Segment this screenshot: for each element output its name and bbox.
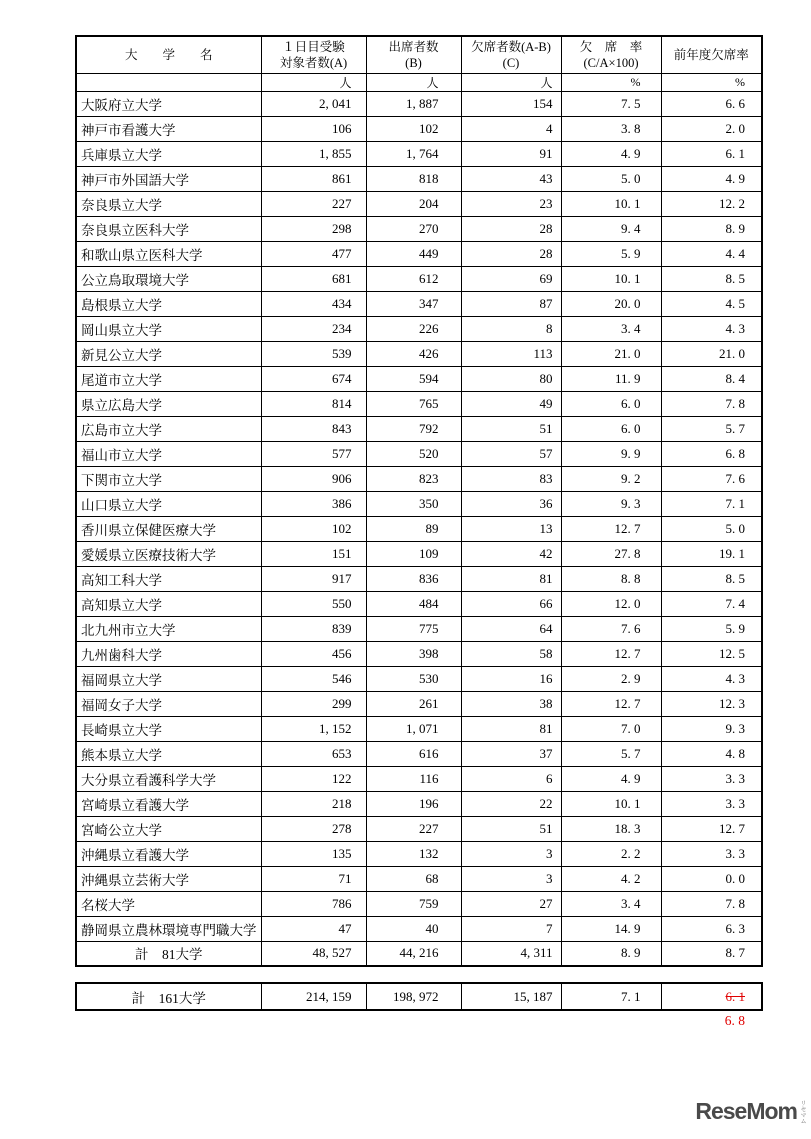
attendance-table bbox=[75, 35, 763, 967]
university-name-cell: 下関市立大学 bbox=[76, 466, 261, 491]
university-name-cell: 宮崎県立看護大学 bbox=[76, 791, 261, 816]
candidates-cell: 1, 152 bbox=[261, 716, 366, 741]
absence-rate-cell: 2. 9 bbox=[561, 666, 661, 691]
header-absence-rate-line1: 欠 席 率 bbox=[579, 39, 643, 54]
absentees-cell: 49 bbox=[461, 391, 561, 416]
absentees-cell: 51 bbox=[461, 416, 561, 441]
absence-rate-cell: 21. 0 bbox=[561, 341, 661, 366]
total-161-prev-rate-struck: 6. 1 bbox=[661, 983, 762, 1010]
table-row bbox=[76, 616, 762, 641]
total-81-absence-rate: 8. 9 bbox=[561, 941, 661, 966]
prev-year-rate-cell: 3. 3 bbox=[661, 841, 762, 866]
table-row bbox=[76, 341, 762, 366]
attendees-cell: 398 bbox=[366, 641, 461, 666]
absence-rate-cell: 7. 6 bbox=[561, 616, 661, 641]
absentees-cell: 81 bbox=[461, 716, 561, 741]
table-row bbox=[76, 866, 762, 891]
absentees-cell: 22 bbox=[461, 791, 561, 816]
prev-year-rate-cell: 6. 1 bbox=[661, 141, 762, 166]
absentees-cell: 64 bbox=[461, 616, 561, 641]
prev-year-rate-cell: 12. 7 bbox=[661, 816, 762, 841]
header-candidates-line1: １日目受験 bbox=[282, 39, 345, 54]
university-name-cell: 宮崎公立大学 bbox=[76, 816, 261, 841]
candidates-cell: 456 bbox=[261, 641, 366, 666]
absentees-cell: 16 bbox=[461, 666, 561, 691]
attendees-cell: 270 bbox=[366, 216, 461, 241]
attendees-cell: 226 bbox=[366, 316, 461, 341]
attendees-cell: 350 bbox=[366, 491, 461, 516]
table-row bbox=[76, 391, 762, 416]
prev-year-rate-cell: 3. 3 bbox=[661, 766, 762, 791]
table-row bbox=[76, 841, 762, 866]
candidates-cell: 786 bbox=[261, 891, 366, 916]
table-row bbox=[76, 691, 762, 716]
table-row bbox=[76, 716, 762, 741]
absence-rate-cell: 3. 8 bbox=[561, 116, 661, 141]
attendees-cell: 612 bbox=[366, 266, 461, 291]
grand-total-table bbox=[75, 982, 763, 1011]
attendees-cell: 261 bbox=[366, 691, 461, 716]
absence-rate-cell: 14. 9 bbox=[561, 916, 661, 941]
candidates-cell: 917 bbox=[261, 566, 366, 591]
absentees-cell: 3 bbox=[461, 841, 561, 866]
university-name-cell: 九州歯科大学 bbox=[76, 641, 261, 666]
total-81-absentees: 4, 311 bbox=[461, 941, 561, 966]
candidates-cell: 477 bbox=[261, 241, 366, 266]
table-row bbox=[76, 266, 762, 291]
attendees-cell: 132 bbox=[366, 841, 461, 866]
absence-rate-cell: 11. 9 bbox=[561, 366, 661, 391]
absence-rate-cell: 18. 3 bbox=[561, 816, 661, 841]
prev-year-rate-cell: 4. 3 bbox=[661, 666, 762, 691]
university-name-cell: 岡山県立大学 bbox=[76, 316, 261, 341]
absentees-cell: 69 bbox=[461, 266, 561, 291]
absentees-cell: 36 bbox=[461, 491, 561, 516]
table-row bbox=[76, 666, 762, 691]
prev-year-rate-cell: 8. 9 bbox=[661, 216, 762, 241]
attendees-cell: 1, 764 bbox=[366, 141, 461, 166]
attendees-cell: 484 bbox=[366, 591, 461, 616]
units-row bbox=[76, 73, 762, 91]
absentees-cell: 87 bbox=[461, 291, 561, 316]
attendees-cell: 823 bbox=[366, 466, 461, 491]
candidates-cell: 386 bbox=[261, 491, 366, 516]
table-row bbox=[76, 441, 762, 466]
university-name-cell: 福岡女子大学 bbox=[76, 691, 261, 716]
attendees-cell: 89 bbox=[366, 516, 461, 541]
prev-year-rate-cell: 7. 8 bbox=[661, 391, 762, 416]
candidates-cell: 227 bbox=[261, 191, 366, 216]
prev-year-rate-cell: 7. 8 bbox=[661, 891, 762, 916]
table-row bbox=[76, 591, 762, 616]
university-name-cell: 沖縄県立看護大学 bbox=[76, 841, 261, 866]
candidates-cell: 546 bbox=[261, 666, 366, 691]
candidates-cell: 2, 041 bbox=[261, 91, 366, 116]
university-name-cell: 大分県立看護科学大学 bbox=[76, 766, 261, 791]
candidates-cell: 102 bbox=[261, 516, 366, 541]
table-row bbox=[76, 166, 762, 191]
absence-rate-cell: 12. 7 bbox=[561, 691, 661, 716]
total-161-candidates: 214, 159 bbox=[261, 983, 366, 1010]
university-name-cell: 高知工科大学 bbox=[76, 566, 261, 591]
header-absentees bbox=[461, 36, 561, 73]
candidates-cell: 577 bbox=[261, 441, 366, 466]
prev-year-rate-cell: 6. 3 bbox=[661, 916, 762, 941]
table-row bbox=[76, 141, 762, 166]
table-row bbox=[76, 541, 762, 566]
absence-rate-cell: 3. 4 bbox=[561, 891, 661, 916]
absentees-cell: 3 bbox=[461, 866, 561, 891]
absentees-cell: 154 bbox=[461, 91, 561, 116]
university-name-cell: 福山市立大学 bbox=[76, 441, 261, 466]
attendees-cell: 116 bbox=[366, 766, 461, 791]
resemom-logo-vertical-text: リセマム bbox=[799, 1100, 805, 1124]
candidates-cell: 135 bbox=[261, 841, 366, 866]
header-absentees-line1: 欠席者数(A-B) bbox=[471, 39, 551, 54]
university-name-cell: 静岡県立農林環境専門職大学 bbox=[76, 916, 261, 941]
candidates-cell: 906 bbox=[261, 466, 366, 491]
prev-year-rate-cell: 4. 9 bbox=[661, 166, 762, 191]
candidates-cell: 218 bbox=[261, 791, 366, 816]
total-81-attendees: 44, 216 bbox=[366, 941, 461, 966]
candidates-cell: 122 bbox=[261, 766, 366, 791]
prev-year-rate-cell: 4. 4 bbox=[661, 241, 762, 266]
candidates-cell: 278 bbox=[261, 816, 366, 841]
prev-year-rate-cell: 4. 3 bbox=[661, 316, 762, 341]
absence-rate-cell: 4. 9 bbox=[561, 141, 661, 166]
table-row bbox=[76, 916, 762, 941]
absence-rate-cell: 4. 9 bbox=[561, 766, 661, 791]
header-absence-rate bbox=[561, 36, 661, 73]
total-161-row bbox=[76, 983, 762, 1010]
total-81-prev-rate: 8. 7 bbox=[661, 941, 762, 966]
attendees-cell: 775 bbox=[366, 616, 461, 641]
prev-year-rate-cell: 6. 8 bbox=[661, 441, 762, 466]
absence-rate-cell: 7. 0 bbox=[561, 716, 661, 741]
table-row bbox=[76, 116, 762, 141]
candidates-cell: 843 bbox=[261, 416, 366, 441]
attendees-cell: 530 bbox=[366, 666, 461, 691]
table-row bbox=[76, 291, 762, 316]
attendees-cell: 204 bbox=[366, 191, 461, 216]
absence-rate-cell: 10. 1 bbox=[561, 191, 661, 216]
table-row bbox=[76, 741, 762, 766]
attendees-cell: 594 bbox=[366, 366, 461, 391]
table-row bbox=[76, 766, 762, 791]
table-body bbox=[76, 91, 762, 941]
candidates-cell: 434 bbox=[261, 291, 366, 316]
header-absence-rate-line2: (C/A×100) bbox=[583, 55, 639, 70]
absence-rate-cell: 4. 2 bbox=[561, 866, 661, 891]
university-name-cell: 神戸市外国語大学 bbox=[76, 166, 261, 191]
attendees-cell: 426 bbox=[366, 341, 461, 366]
header-absentees-line2: (C) bbox=[502, 55, 520, 70]
unit-persons-a: 人 bbox=[261, 73, 366, 91]
attendees-cell: 196 bbox=[366, 791, 461, 816]
attendees-cell: 818 bbox=[366, 166, 461, 191]
table-row bbox=[76, 791, 762, 816]
absence-rate-cell: 10. 1 bbox=[561, 791, 661, 816]
candidates-cell: 839 bbox=[261, 616, 366, 641]
total-161-absence-rate: 7. 1 bbox=[561, 983, 661, 1010]
prev-year-rate-cell: 4. 5 bbox=[661, 291, 762, 316]
attendees-cell: 68 bbox=[366, 866, 461, 891]
university-name-cell: 公立鳥取環境大学 bbox=[76, 266, 261, 291]
absentees-cell: 8 bbox=[461, 316, 561, 341]
prev-year-rate-cell: 21. 0 bbox=[661, 341, 762, 366]
absence-rate-cell: 20. 0 bbox=[561, 291, 661, 316]
total-161-attendees: 198, 972 bbox=[366, 983, 461, 1010]
absentees-cell: 38 bbox=[461, 691, 561, 716]
prev-year-rate-cell: 12. 2 bbox=[661, 191, 762, 216]
candidates-cell: 71 bbox=[261, 866, 366, 891]
attendees-cell: 449 bbox=[366, 241, 461, 266]
prev-year-rate-cell: 6. 6 bbox=[661, 91, 762, 116]
table-row bbox=[76, 366, 762, 391]
attendees-cell: 109 bbox=[366, 541, 461, 566]
absentees-cell: 91 bbox=[461, 141, 561, 166]
attendees-cell: 836 bbox=[366, 566, 461, 591]
university-name-cell: 兵庫県立大学 bbox=[76, 141, 261, 166]
attendees-cell: 759 bbox=[366, 891, 461, 916]
unit-persons-b: 人 bbox=[366, 73, 461, 91]
absence-rate-cell: 5. 7 bbox=[561, 741, 661, 766]
absence-rate-cell: 5. 9 bbox=[561, 241, 661, 266]
attendees-cell: 616 bbox=[366, 741, 461, 766]
prev-year-rate-cell: 4. 8 bbox=[661, 741, 762, 766]
attendees-cell: 347 bbox=[366, 291, 461, 316]
table-row bbox=[76, 641, 762, 666]
unit-percent-rate: % bbox=[561, 73, 661, 91]
candidates-cell: 47 bbox=[261, 916, 366, 941]
absentees-cell: 66 bbox=[461, 591, 561, 616]
absence-rate-cell: 5. 0 bbox=[561, 166, 661, 191]
header-attendees-line2: (B) bbox=[405, 55, 422, 70]
absence-rate-cell: 2. 2 bbox=[561, 841, 661, 866]
candidates-cell: 1, 855 bbox=[261, 141, 366, 166]
unit-empty-cell bbox=[76, 73, 261, 91]
prev-year-rate-cell: 8. 4 bbox=[661, 366, 762, 391]
table-row bbox=[76, 416, 762, 441]
candidates-cell: 681 bbox=[261, 266, 366, 291]
table-row bbox=[76, 816, 762, 841]
candidates-cell: 674 bbox=[261, 366, 366, 391]
header-candidates-line2: 対象者数(A) bbox=[279, 55, 348, 70]
table-row bbox=[76, 466, 762, 491]
university-name-cell: 福岡県立大学 bbox=[76, 666, 261, 691]
university-name-cell: 沖縄県立芸術大学 bbox=[76, 866, 261, 891]
absence-rate-cell: 7. 5 bbox=[561, 91, 661, 116]
absence-rate-cell: 9. 3 bbox=[561, 491, 661, 516]
university-name-cell: 県立広島大学 bbox=[76, 391, 261, 416]
absentees-cell: 58 bbox=[461, 641, 561, 666]
total-161-label: 計 161大学 bbox=[76, 983, 261, 1010]
total-81-label: 計 81大学 bbox=[76, 941, 261, 966]
absentees-cell: 37 bbox=[461, 741, 561, 766]
candidates-cell: 814 bbox=[261, 391, 366, 416]
absence-rate-cell: 9. 4 bbox=[561, 216, 661, 241]
prev-year-rate-cell: 8. 5 bbox=[661, 266, 762, 291]
table-row bbox=[76, 216, 762, 241]
header-attendees-line1: 出席者数 bbox=[388, 39, 439, 54]
university-name-cell: 熊本県立大学 bbox=[76, 741, 261, 766]
unit-persons-c: 人 bbox=[461, 73, 561, 91]
absentees-cell: 13 bbox=[461, 516, 561, 541]
table-row bbox=[76, 491, 762, 516]
attendees-cell: 792 bbox=[366, 416, 461, 441]
resemom-logo-text: ReseMom bbox=[695, 1098, 797, 1124]
university-name-cell: 和歌山県立医科大学 bbox=[76, 241, 261, 266]
prev-year-rate-cell: 7. 4 bbox=[661, 591, 762, 616]
attendees-cell: 102 bbox=[366, 116, 461, 141]
absentees-cell: 27 bbox=[461, 891, 561, 916]
table-row bbox=[76, 91, 762, 116]
candidates-cell: 550 bbox=[261, 591, 366, 616]
prev-year-rate-cell: 5. 0 bbox=[661, 516, 762, 541]
header-candidates bbox=[261, 36, 366, 73]
university-name-cell: 愛媛県立医療技術大学 bbox=[76, 541, 261, 566]
prev-year-rate-cell: 12. 5 bbox=[661, 641, 762, 666]
absentees-cell: 4 bbox=[461, 116, 561, 141]
unit-percent-prev: % bbox=[661, 73, 762, 91]
candidates-cell: 539 bbox=[261, 341, 366, 366]
university-name-cell: 北九州市立大学 bbox=[76, 616, 261, 641]
absence-rate-cell: 9. 9 bbox=[561, 441, 661, 466]
absence-rate-cell: 9. 2 bbox=[561, 466, 661, 491]
table-row bbox=[76, 516, 762, 541]
header-attendees bbox=[366, 36, 461, 73]
prev-year-rate-cell: 5. 7 bbox=[661, 416, 762, 441]
candidates-cell: 298 bbox=[261, 216, 366, 241]
resemom-logo bbox=[695, 1100, 805, 1124]
table-row bbox=[76, 891, 762, 916]
absentees-cell: 80 bbox=[461, 366, 561, 391]
absentees-cell: 43 bbox=[461, 166, 561, 191]
prev-year-rate-cell: 12. 3 bbox=[661, 691, 762, 716]
prev-year-rate-cell: 2. 0 bbox=[661, 116, 762, 141]
university-name-cell: 香川県立保健医療大学 bbox=[76, 516, 261, 541]
total-81-body bbox=[76, 941, 762, 966]
prev-year-rate-cell: 9. 3 bbox=[661, 716, 762, 741]
university-name-cell: 高知県立大学 bbox=[76, 591, 261, 616]
table-header-row bbox=[76, 36, 762, 73]
attendees-cell: 1, 887 bbox=[366, 91, 461, 116]
attendees-cell: 227 bbox=[366, 816, 461, 841]
absence-rate-cell: 3. 4 bbox=[561, 316, 661, 341]
university-name-cell: 神戸市看護大学 bbox=[76, 116, 261, 141]
university-name-cell: 尾道市立大学 bbox=[76, 366, 261, 391]
attendees-cell: 765 bbox=[366, 391, 461, 416]
absentees-cell: 113 bbox=[461, 341, 561, 366]
absence-rate-cell: 6. 0 bbox=[561, 391, 661, 416]
absentees-cell: 7 bbox=[461, 916, 561, 941]
absence-rate-cell: 27. 8 bbox=[561, 541, 661, 566]
candidates-cell: 861 bbox=[261, 166, 366, 191]
absence-rate-cell: 12. 7 bbox=[561, 641, 661, 666]
university-name-cell: 大阪府立大学 bbox=[76, 91, 261, 116]
university-name-cell: 広島市立大学 bbox=[76, 416, 261, 441]
university-name-cell: 名桜大学 bbox=[76, 891, 261, 916]
absentees-cell: 42 bbox=[461, 541, 561, 566]
total-81-candidates: 48, 527 bbox=[261, 941, 366, 966]
total-81-row bbox=[76, 941, 762, 966]
total-161-absentees: 15, 187 bbox=[461, 983, 561, 1010]
candidates-cell: 653 bbox=[261, 741, 366, 766]
absentees-cell: 83 bbox=[461, 466, 561, 491]
absentees-cell: 6 bbox=[461, 766, 561, 791]
prev-year-rate-cell: 7. 6 bbox=[661, 466, 762, 491]
table-row bbox=[76, 241, 762, 266]
candidates-cell: 234 bbox=[261, 316, 366, 341]
absentees-cell: 23 bbox=[461, 191, 561, 216]
table-row bbox=[76, 191, 762, 216]
candidates-cell: 299 bbox=[261, 691, 366, 716]
candidates-cell: 106 bbox=[261, 116, 366, 141]
absentees-cell: 28 bbox=[461, 241, 561, 266]
prev-year-rate-cell: 3. 3 bbox=[661, 791, 762, 816]
absentees-cell: 57 bbox=[461, 441, 561, 466]
prev-year-rate-cell: 19. 1 bbox=[661, 541, 762, 566]
absence-rate-cell: 6. 0 bbox=[561, 416, 661, 441]
candidates-cell: 151 bbox=[261, 541, 366, 566]
attendees-cell: 520 bbox=[366, 441, 461, 466]
absence-rate-cell: 8. 8 bbox=[561, 566, 661, 591]
absentees-cell: 81 bbox=[461, 566, 561, 591]
university-name-cell: 長崎県立大学 bbox=[76, 716, 261, 741]
attendees-cell: 1, 071 bbox=[366, 716, 461, 741]
header-university-name: 大 学 名 bbox=[76, 36, 261, 73]
absence-rate-cell: 12. 0 bbox=[561, 591, 661, 616]
university-name-cell: 山口県立大学 bbox=[76, 491, 261, 516]
absentees-cell: 51 bbox=[461, 816, 561, 841]
table-row bbox=[76, 316, 762, 341]
prev-year-rate-cell: 8. 5 bbox=[661, 566, 762, 591]
attendees-cell: 40 bbox=[366, 916, 461, 941]
prev-year-rate-cell: 0. 0 bbox=[661, 866, 762, 891]
university-name-cell: 島根県立大学 bbox=[76, 291, 261, 316]
corrected-prev-rate-value: 6. 8 bbox=[724, 1013, 745, 1028]
table-row bbox=[76, 566, 762, 591]
prev-year-rate-cell: 7. 1 bbox=[661, 491, 762, 516]
absentees-cell: 28 bbox=[461, 216, 561, 241]
header-prev-year-rate: 前年度欠席率 bbox=[661, 36, 762, 73]
prev-year-rate-cell: 5. 9 bbox=[661, 616, 762, 641]
university-name-cell: 奈良県立大学 bbox=[76, 191, 261, 216]
absence-rate-cell: 12. 7 bbox=[561, 516, 661, 541]
university-name-cell: 新見公立大学 bbox=[76, 341, 261, 366]
university-name-cell: 奈良県立医科大学 bbox=[76, 216, 261, 241]
absence-rate-cell: 10. 1 bbox=[561, 266, 661, 291]
